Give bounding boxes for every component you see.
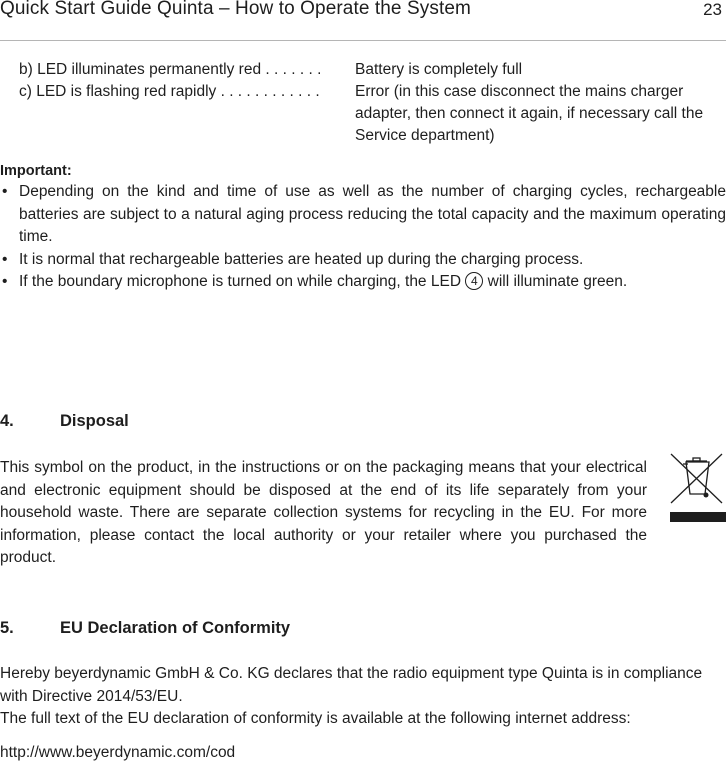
led-state-red-label: b) LED illuminates permanently red . . . . . . .: [19, 61, 322, 78]
led-state-flashing-meaning: Error (in this case disconnect the mains charger adapter, then connect it again, if necessary call the Service department): [355, 83, 704, 144]
led-number-marker: 4: [465, 272, 483, 290]
important-heading: Important:: [0, 163, 72, 179]
important-bullet-led: [0, 271, 726, 294]
crossed-out-wheelie-bin-icon: [669, 449, 726, 523]
page-number: 23: [703, 0, 722, 19]
led-state-flashing-label: c) LED is flashing red rapidly . . . . . . . . . . . .: [19, 83, 320, 100]
declaration-paragraph: Hereby beyerdynamic GmbH & Co. KG declares that the radio equipment type Quinta is in compliance with Directive 2014/53/EU.: [0, 665, 703, 705]
declaration-url[interactable]: http://www.beyerdynamic.com/cod: [0, 744, 236, 761]
important-bullet-heat: • It is normal that rechargeable batteries are heated up during the charging process.: [0, 249, 726, 272]
declaration-availability-text: The full text of the EU declaration of conformity is available at the following internet address:: [0, 710, 631, 727]
disposal-paragraph: This symbol on the product, in the instructions or on the packaging means that your electrical and electronic equipment should be disposed at the end of its life separately from your household waste. There are separate collection systems for recycling in the EU. For more information, please contact the local authority or your retailer where you purchased the product.: [0, 459, 647, 566]
important-list: [0, 181, 726, 294]
disposal-section-title: Disposal: [60, 412, 129, 430]
declaration-section-number: 5.: [0, 619, 14, 637]
bullet-text-after: will illuminate green.: [483, 273, 628, 290]
page-header-title: Quick Start Guide Quinta – How to Operate the System: [0, 0, 471, 19]
declaration-section-title: EU Declaration of Conformity: [60, 619, 291, 637]
disposal-section-number: 4.: [0, 412, 14, 430]
bullet-text-before: If the boundary microphone is turned on while charging, the LED: [19, 273, 466, 290]
important-bullet-aging: • Depending on the kind and time of use as well as the number of charging cycles, rechargeable batteries are subject to a natural aging process reducing the total capacity and the maximum operating time.: [0, 181, 726, 249]
led-state-red-meaning: Battery is completely full: [355, 61, 523, 78]
header-divider: [0, 40, 726, 41]
